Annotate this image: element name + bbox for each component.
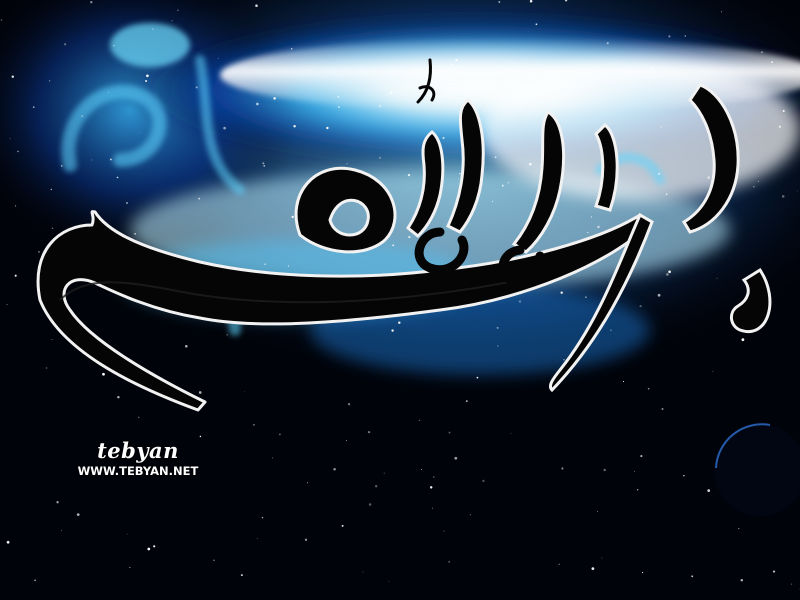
star: [52, 228, 53, 229]
star: [145, 80, 147, 82]
star: [390, 91, 393, 94]
star: [127, 534, 128, 535]
star: [459, 173, 460, 174]
star: [129, 567, 130, 568]
star: [256, 103, 259, 106]
star: [455, 59, 457, 61]
star: [492, 201, 493, 202]
star: [685, 35, 686, 36]
star: [648, 388, 650, 390]
star: [597, 511, 598, 512]
star: [651, 67, 653, 69]
star: [91, 160, 92, 161]
star: [637, 489, 638, 490]
star: [484, 111, 485, 112]
star: [117, 177, 119, 179]
star: [666, 273, 669, 276]
star: [56, 501, 58, 503]
star: [442, 137, 444, 139]
star: [152, 29, 153, 30]
star: [10, 138, 11, 139]
star: [563, 359, 564, 360]
star: [451, 64, 453, 66]
star: [639, 305, 641, 307]
star: [658, 173, 660, 175]
star: [398, 321, 400, 323]
star: [591, 216, 592, 217]
star: [7, 541, 10, 544]
star: [253, 424, 255, 426]
star: [773, 571, 775, 573]
star: [449, 432, 451, 434]
star: [338, 96, 339, 97]
star: [117, 396, 119, 398]
star: [342, 525, 344, 527]
watermark-url: WWW.TEBYAN.NET: [77, 464, 199, 478]
star: [623, 381, 624, 382]
star: [421, 469, 422, 470]
star: [293, 125, 295, 127]
star: [64, 43, 66, 45]
star: [738, 528, 739, 529]
star: [196, 86, 198, 88]
star: [721, 11, 722, 12]
watermark-brand: tebyan: [97, 438, 179, 463]
star: [51, 189, 52, 190]
star: [77, 513, 80, 516]
star: [200, 436, 201, 437]
star: [7, 304, 8, 305]
star: [502, 185, 504, 187]
star: [519, 300, 521, 302]
star: [307, 482, 308, 483]
star: [444, 530, 445, 531]
star: [498, 1, 500, 3]
star: [560, 291, 562, 293]
star: [292, 216, 294, 218]
star: [369, 503, 372, 506]
star: [379, 157, 381, 159]
star: [662, 408, 664, 410]
star: [241, 574, 243, 576]
star: [38, 251, 40, 253]
star: [750, 143, 751, 144]
star: [227, 334, 228, 335]
star: [12, 75, 14, 77]
star: [185, 345, 188, 348]
star: [466, 400, 468, 402]
star: [530, 0, 533, 2]
star: [223, 127, 226, 130]
star: [368, 431, 370, 433]
star: [375, 485, 377, 487]
star: [134, 233, 135, 234]
star: [379, 105, 382, 108]
star: [707, 489, 710, 492]
star: [771, 61, 773, 63]
star: [15, 205, 16, 206]
star: [597, 226, 599, 228]
star: [741, 579, 743, 581]
star: [536, 23, 538, 25]
star: [213, 560, 214, 561]
star: [346, 440, 347, 441]
star: [761, 51, 762, 52]
star: [683, 475, 684, 476]
star: [559, 564, 560, 565]
star: [782, 195, 785, 198]
star: [146, 74, 149, 77]
star: [346, 163, 347, 164]
star: [362, 571, 363, 572]
star: [51, 339, 52, 340]
star: [291, 48, 292, 49]
star: [432, 65, 434, 67]
star: [138, 417, 139, 418]
star: [46, 367, 48, 369]
star: [668, 270, 671, 273]
star: [391, 329, 393, 331]
star: [263, 165, 264, 166]
star: [33, 106, 35, 108]
star: [419, 420, 420, 421]
star: [15, 275, 17, 277]
star: [712, 371, 713, 372]
star: [198, 198, 200, 200]
star: [389, 581, 390, 582]
star: [264, 263, 266, 265]
star: [634, 471, 635, 472]
star: [797, 191, 798, 192]
star: [638, 65, 639, 66]
star: [497, 345, 498, 346]
star: [113, 45, 114, 46]
star: [102, 373, 105, 376]
star: [753, 186, 754, 187]
star: [448, 561, 449, 562]
watermark: [58, 440, 218, 478]
star: [139, 133, 140, 134]
star: [199, 391, 202, 394]
star: [305, 539, 307, 541]
star: [61, 530, 62, 531]
star: [666, 193, 667, 194]
star: [779, 126, 781, 128]
star: [691, 575, 693, 577]
star: [511, 433, 512, 434]
star: [338, 106, 340, 108]
star: [262, 517, 263, 518]
star: [172, 20, 173, 21]
star: [110, 159, 112, 161]
star: [17, 151, 18, 152]
star: [430, 486, 432, 488]
star: [326, 127, 328, 129]
star: [482, 480, 484, 482]
star: [791, 584, 792, 585]
star: [255, 4, 258, 7]
star: [758, 181, 759, 182]
star: [783, 110, 785, 112]
star: [333, 468, 336, 471]
star: [470, 514, 471, 515]
star: [642, 572, 643, 573]
star: [384, 473, 385, 474]
star: [262, 162, 264, 164]
star: [348, 403, 350, 405]
star: [668, 35, 670, 37]
star: [126, 202, 128, 204]
star: [454, 457, 457, 460]
star: [716, 278, 717, 279]
star: [561, 467, 563, 469]
star: [508, 182, 509, 183]
star: [272, 457, 273, 458]
star: [495, 156, 497, 158]
star: [785, 116, 786, 117]
star: [177, 9, 179, 11]
star: [497, 327, 499, 329]
star: [288, 266, 289, 267]
star: [81, 115, 83, 117]
star: [602, 558, 603, 559]
star: [61, 165, 62, 166]
star: [392, 244, 394, 246]
star: [244, 391, 245, 392]
star: [218, 58, 219, 59]
star: [610, 329, 612, 331]
star: [493, 74, 494, 75]
star: [640, 455, 642, 457]
star: [279, 434, 281, 436]
star: [147, 548, 150, 551]
star: [603, 469, 605, 471]
star: [529, 163, 532, 166]
star: [273, 97, 276, 100]
star: [408, 236, 410, 238]
star: [707, 176, 710, 179]
star: [257, 538, 258, 539]
star: [34, 579, 36, 581]
star: [433, 476, 435, 478]
star: [1, 19, 2, 20]
star: [408, 174, 410, 176]
star: [49, 80, 50, 81]
star: [661, 127, 662, 128]
star: [587, 232, 588, 233]
star: [585, 297, 586, 298]
star: [658, 294, 661, 297]
star: [458, 179, 459, 180]
star: [592, 567, 595, 570]
star: [108, 92, 109, 93]
star: [457, 82, 459, 84]
star: [153, 545, 155, 547]
star: [742, 338, 745, 341]
star: [477, 377, 479, 379]
star: [607, 42, 609, 44]
star: [432, 508, 433, 509]
star: [90, 1, 92, 3]
